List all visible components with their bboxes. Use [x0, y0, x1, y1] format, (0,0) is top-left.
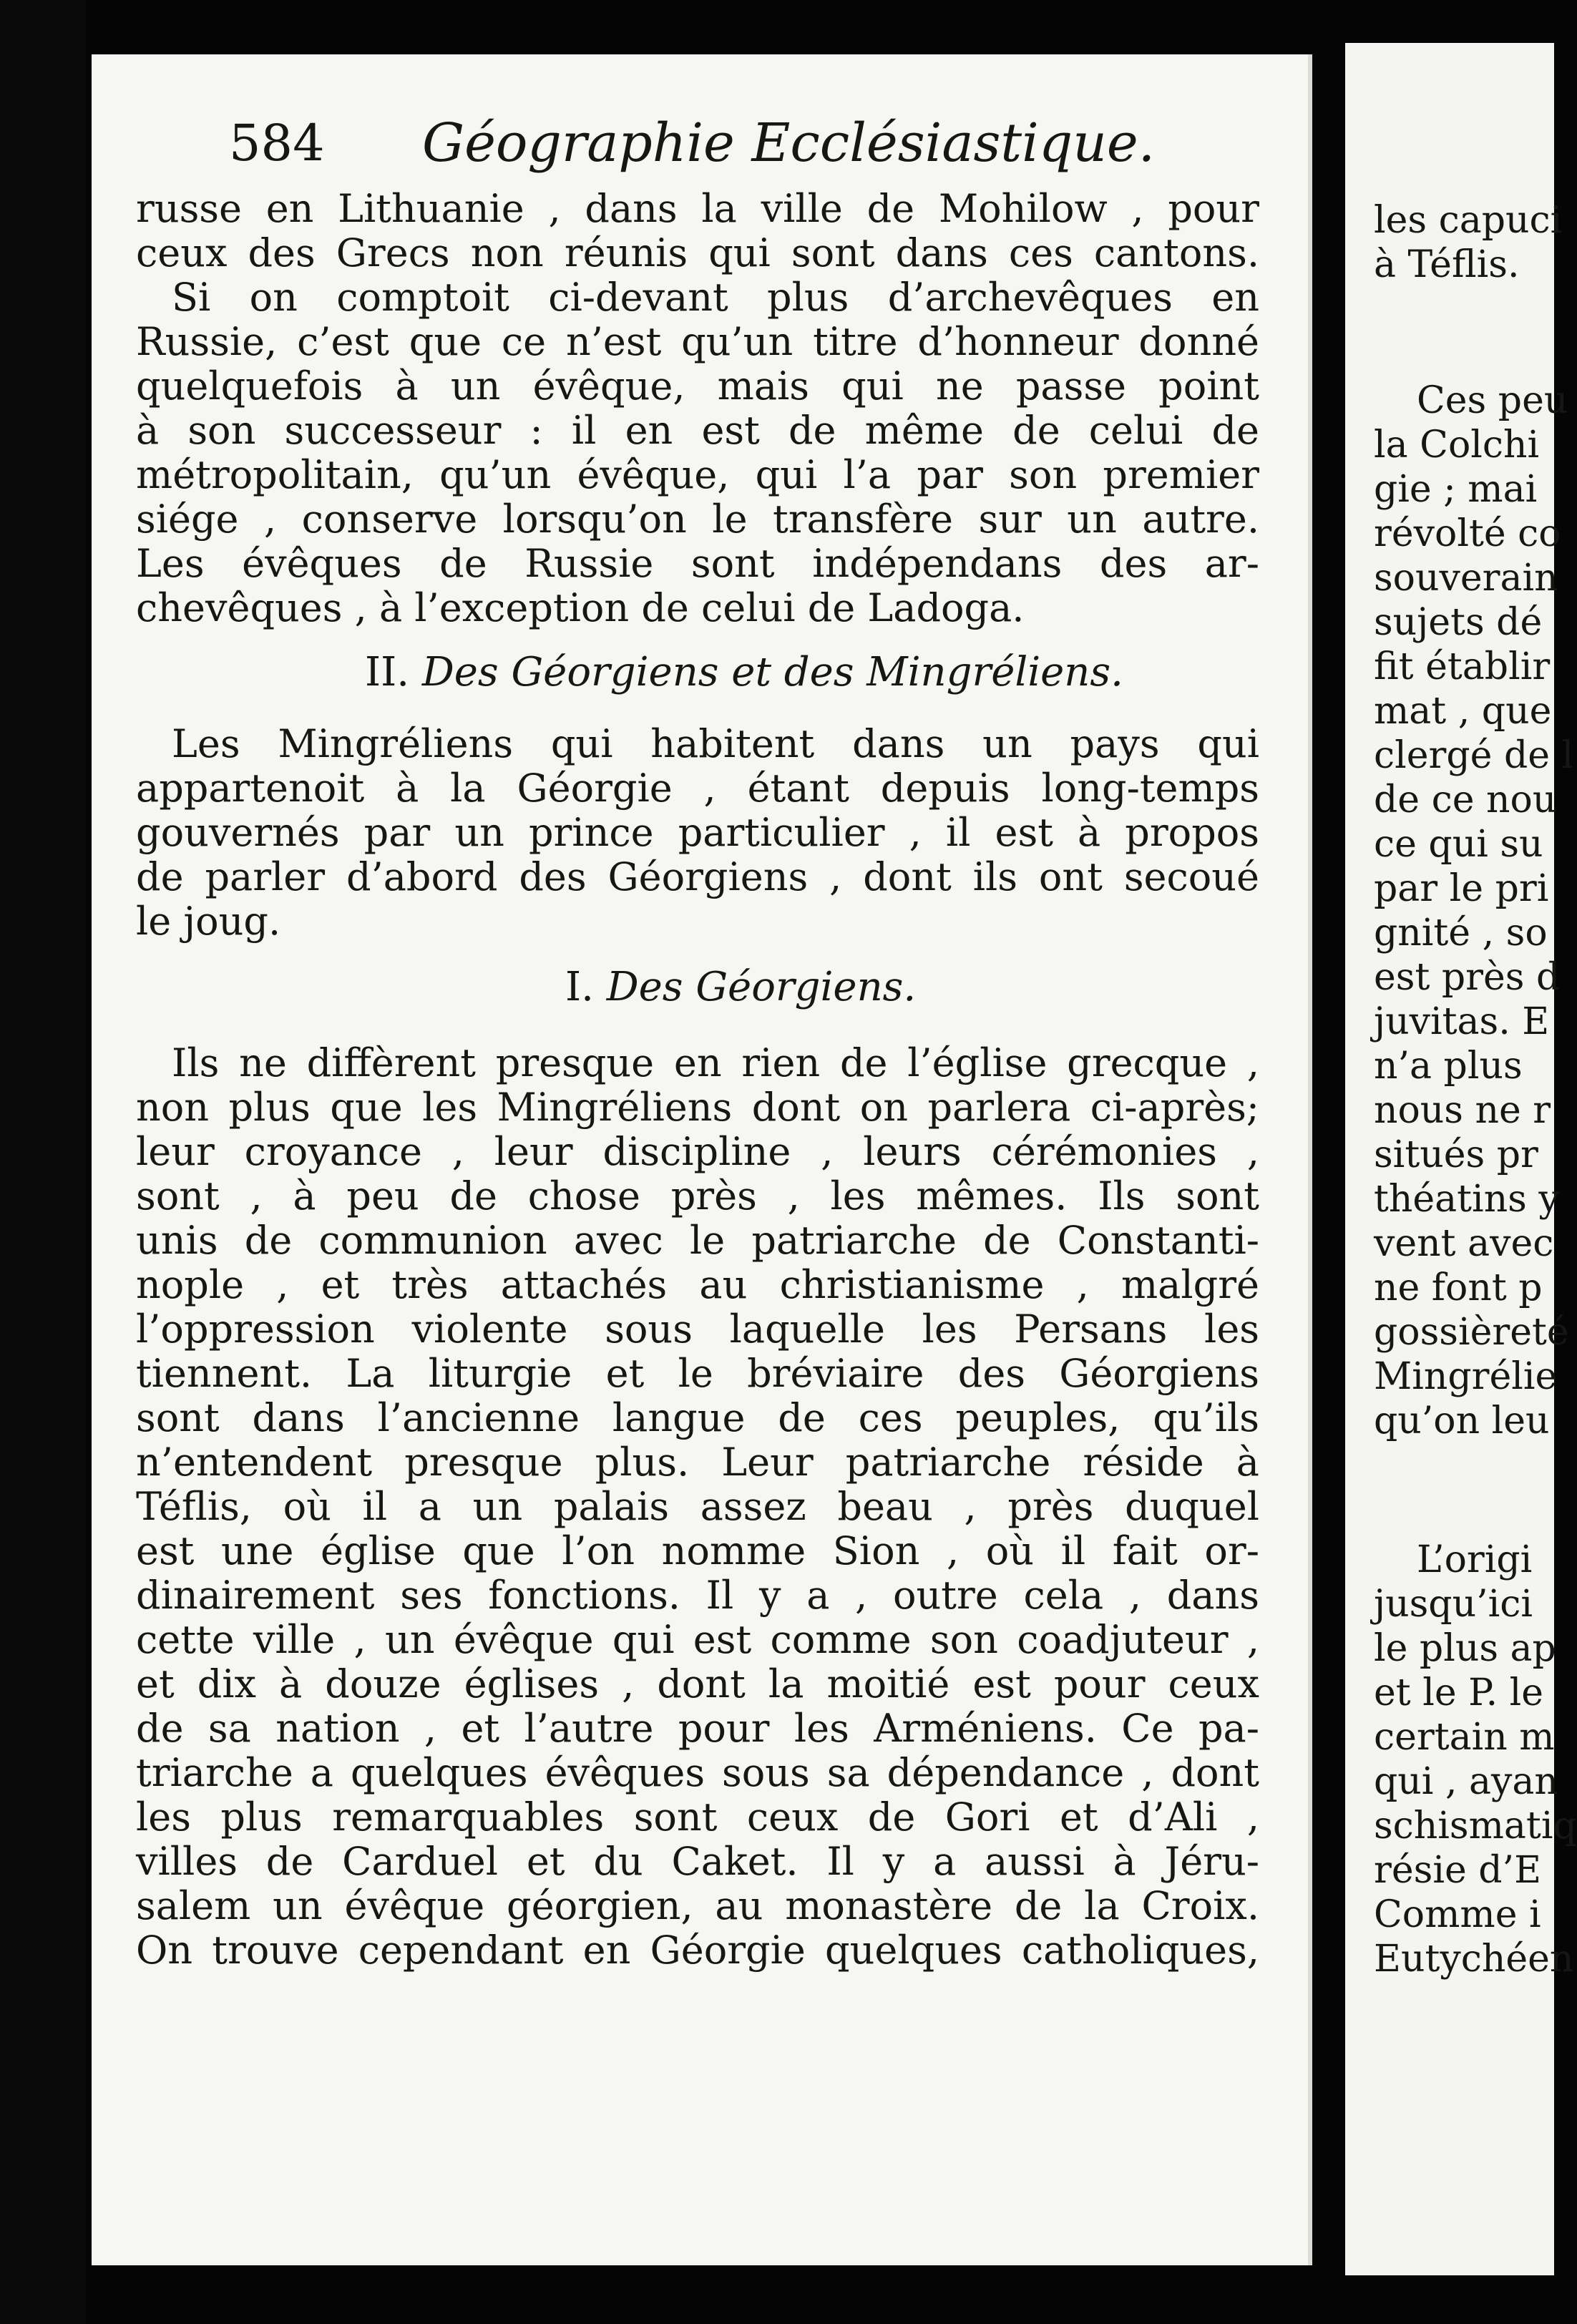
- text-line: l’oppression violente sous laquelle les Persans les: [136, 1307, 1259, 1352]
- text-line: jusqu’ici: [1374, 1583, 1533, 1626]
- text-line: tiennent. La liturgie et le bréviaire des Géorgiens: [136, 1351, 1259, 1396]
- text-line: de ce nou: [1374, 778, 1557, 821]
- text-line: nous ne r: [1374, 1089, 1551, 1132]
- text-line: russe en Lithuanie , dans la ville de Mohilow , pour: [136, 186, 1259, 231]
- text-line: salem un évêque géorgien, au monastère de la Croix.: [136, 1883, 1259, 1928]
- text-line: quelquefois à un évêque, mais qui ne passe point: [136, 363, 1259, 409]
- text-line: sujets dé: [1374, 601, 1543, 644]
- text-line: le joug.: [136, 899, 281, 944]
- text-line: à son successeur : il en est de même de celui de: [136, 408, 1259, 453]
- text-line: à Téflis.: [1374, 243, 1520, 286]
- text-line: et dix à douze églises , dont la moitié est pour ceux: [136, 1661, 1259, 1707]
- text-line: Russie, c’est que ce n’est qu’un titre d’honneur donné: [136, 319, 1259, 364]
- text-line: chevêques , à l’exception de celui de Ladoga.: [136, 585, 1025, 630]
- text-line: siége , conserve lorsqu’on le transfère sur un autre.: [136, 497, 1259, 542]
- text-line: certain m: [1374, 1716, 1555, 1759]
- text-line: est une église que l’on nomme Sion , où il fait or-: [136, 1528, 1259, 1573]
- text-line: de sa nation , et l’autre pour les Arméniens. Ce pa-: [136, 1706, 1259, 1751]
- text-line: et le P. le: [1374, 1671, 1544, 1714]
- text-line: résie d’E: [1374, 1849, 1542, 1892]
- text-line: la Colchi: [1374, 424, 1540, 467]
- text-line: qui , ayan: [1374, 1760, 1558, 1803]
- text-line: cette ville , un évêque qui est comme son coadjuteur ,: [136, 1617, 1259, 1662]
- text-line: triarche a quelques évêques sous sa dépendance , dont: [136, 1750, 1259, 1795]
- text-line: gossièreté: [1374, 1311, 1569, 1354]
- heading-text: Des Géorgiens.: [606, 964, 917, 1010]
- text-line: L’origi: [1417, 1538, 1533, 1581]
- text-line: non plus que les Mingréliens dont on parlera ci-après;: [136, 1085, 1259, 1130]
- text-line: Les Mingréliens qui habitent dans un pays qui: [172, 721, 1259, 766]
- running-title: Géographie Ecclésiastique.: [422, 112, 1156, 174]
- text-line: juvitas. E: [1374, 1000, 1550, 1043]
- text-line: Si on comptoit ci-devant plus d’archevêques en: [172, 275, 1259, 320]
- text-line: mat , que: [1374, 690, 1552, 733]
- text-line: n’entendent presque plus. Leur patriarche réside à: [136, 1440, 1259, 1485]
- text-line: unis de communion avec le patriarche de Constanti-: [136, 1218, 1259, 1263]
- text-line: appartenoit à la Géorgie , étant depuis long-temps: [136, 766, 1259, 811]
- heading-number: I.: [565, 964, 594, 1010]
- text-line: par le pri: [1374, 867, 1549, 910]
- text-line: révolté co: [1374, 512, 1561, 555]
- text-line: Mingrélie: [1374, 1355, 1558, 1398]
- text-line: fit établir: [1374, 645, 1551, 688]
- text-line: dinairement ses fonctions. Il y a , outre cela , dans: [136, 1573, 1259, 1618]
- text-line: souverain: [1374, 557, 1558, 600]
- text-line: métropolitain, qu’un évêque, qui l’a par son premier: [136, 452, 1259, 497]
- text-line: est près d: [1374, 956, 1561, 999]
- text-line: nople , et très attachés au christianisme , malgré: [136, 1262, 1259, 1307]
- heading-number: II.: [365, 649, 410, 695]
- text-line: Comme i: [1374, 1893, 1541, 1936]
- text-line: les capuci: [1374, 199, 1563, 242]
- heading-text: Des Géorgiens et des Mingréliens.: [421, 649, 1123, 695]
- text-line: le plus ap: [1374, 1627, 1556, 1670]
- text-line: Ils ne diffèrent presque en rien de l’église grecque ,: [172, 1040, 1259, 1085]
- text-line: Ces peu: [1417, 379, 1568, 422]
- text-line: gouvernés par un prince particulier , il est à propos: [136, 810, 1259, 855]
- text-line: gie ; mai: [1374, 468, 1538, 511]
- text-line: Téflis, où il a un palais assez beau , près duquel: [136, 1484, 1259, 1529]
- text-line: leur croyance , leur discipline , leurs cérémonies ,: [136, 1129, 1259, 1174]
- text-line: schismatiq: [1374, 1805, 1577, 1847]
- text-line: n’a plus: [1374, 1045, 1523, 1088]
- page-number: 584: [229, 114, 325, 172]
- text-line: villes de Carduel et du Caket. Il y a aussi à Jéru-: [136, 1839, 1259, 1884]
- text-line: les plus remarquables sont ceux de Gori et d’Ali ,: [136, 1795, 1259, 1840]
- text-line: qu’on leu: [1374, 1400, 1550, 1442]
- text-line: Les évêques de Russie sont indépendans des ar-: [136, 541, 1259, 586]
- text-line: ceux des Grecs non réunis qui sont dans ces cantons.: [136, 230, 1259, 275]
- text-line: de parler d’abord des Géorgiens , dont ils ont secoué: [136, 854, 1259, 899]
- text-line: vent avec: [1374, 1222, 1554, 1265]
- text-line: On trouve cependant en Géorgie quelques catholiques,: [136, 1928, 1259, 1973]
- text-line: ne font p: [1374, 1266, 1543, 1309]
- text-line: ce qui su: [1374, 823, 1543, 866]
- text-line: théatins y: [1374, 1178, 1560, 1221]
- text-line: sont dans l’ancienne langue de ces peuples, qu’ils: [136, 1395, 1259, 1440]
- text-line: sont , à peu de chose près , les mêmes. Ils sont: [136, 1173, 1259, 1219]
- text-line: Eutychéen: [1374, 1938, 1574, 1981]
- text-line: gnité , so: [1374, 912, 1548, 954]
- text-line: situés pr: [1374, 1133, 1538, 1176]
- text-line: clergé de l: [1374, 734, 1574, 777]
